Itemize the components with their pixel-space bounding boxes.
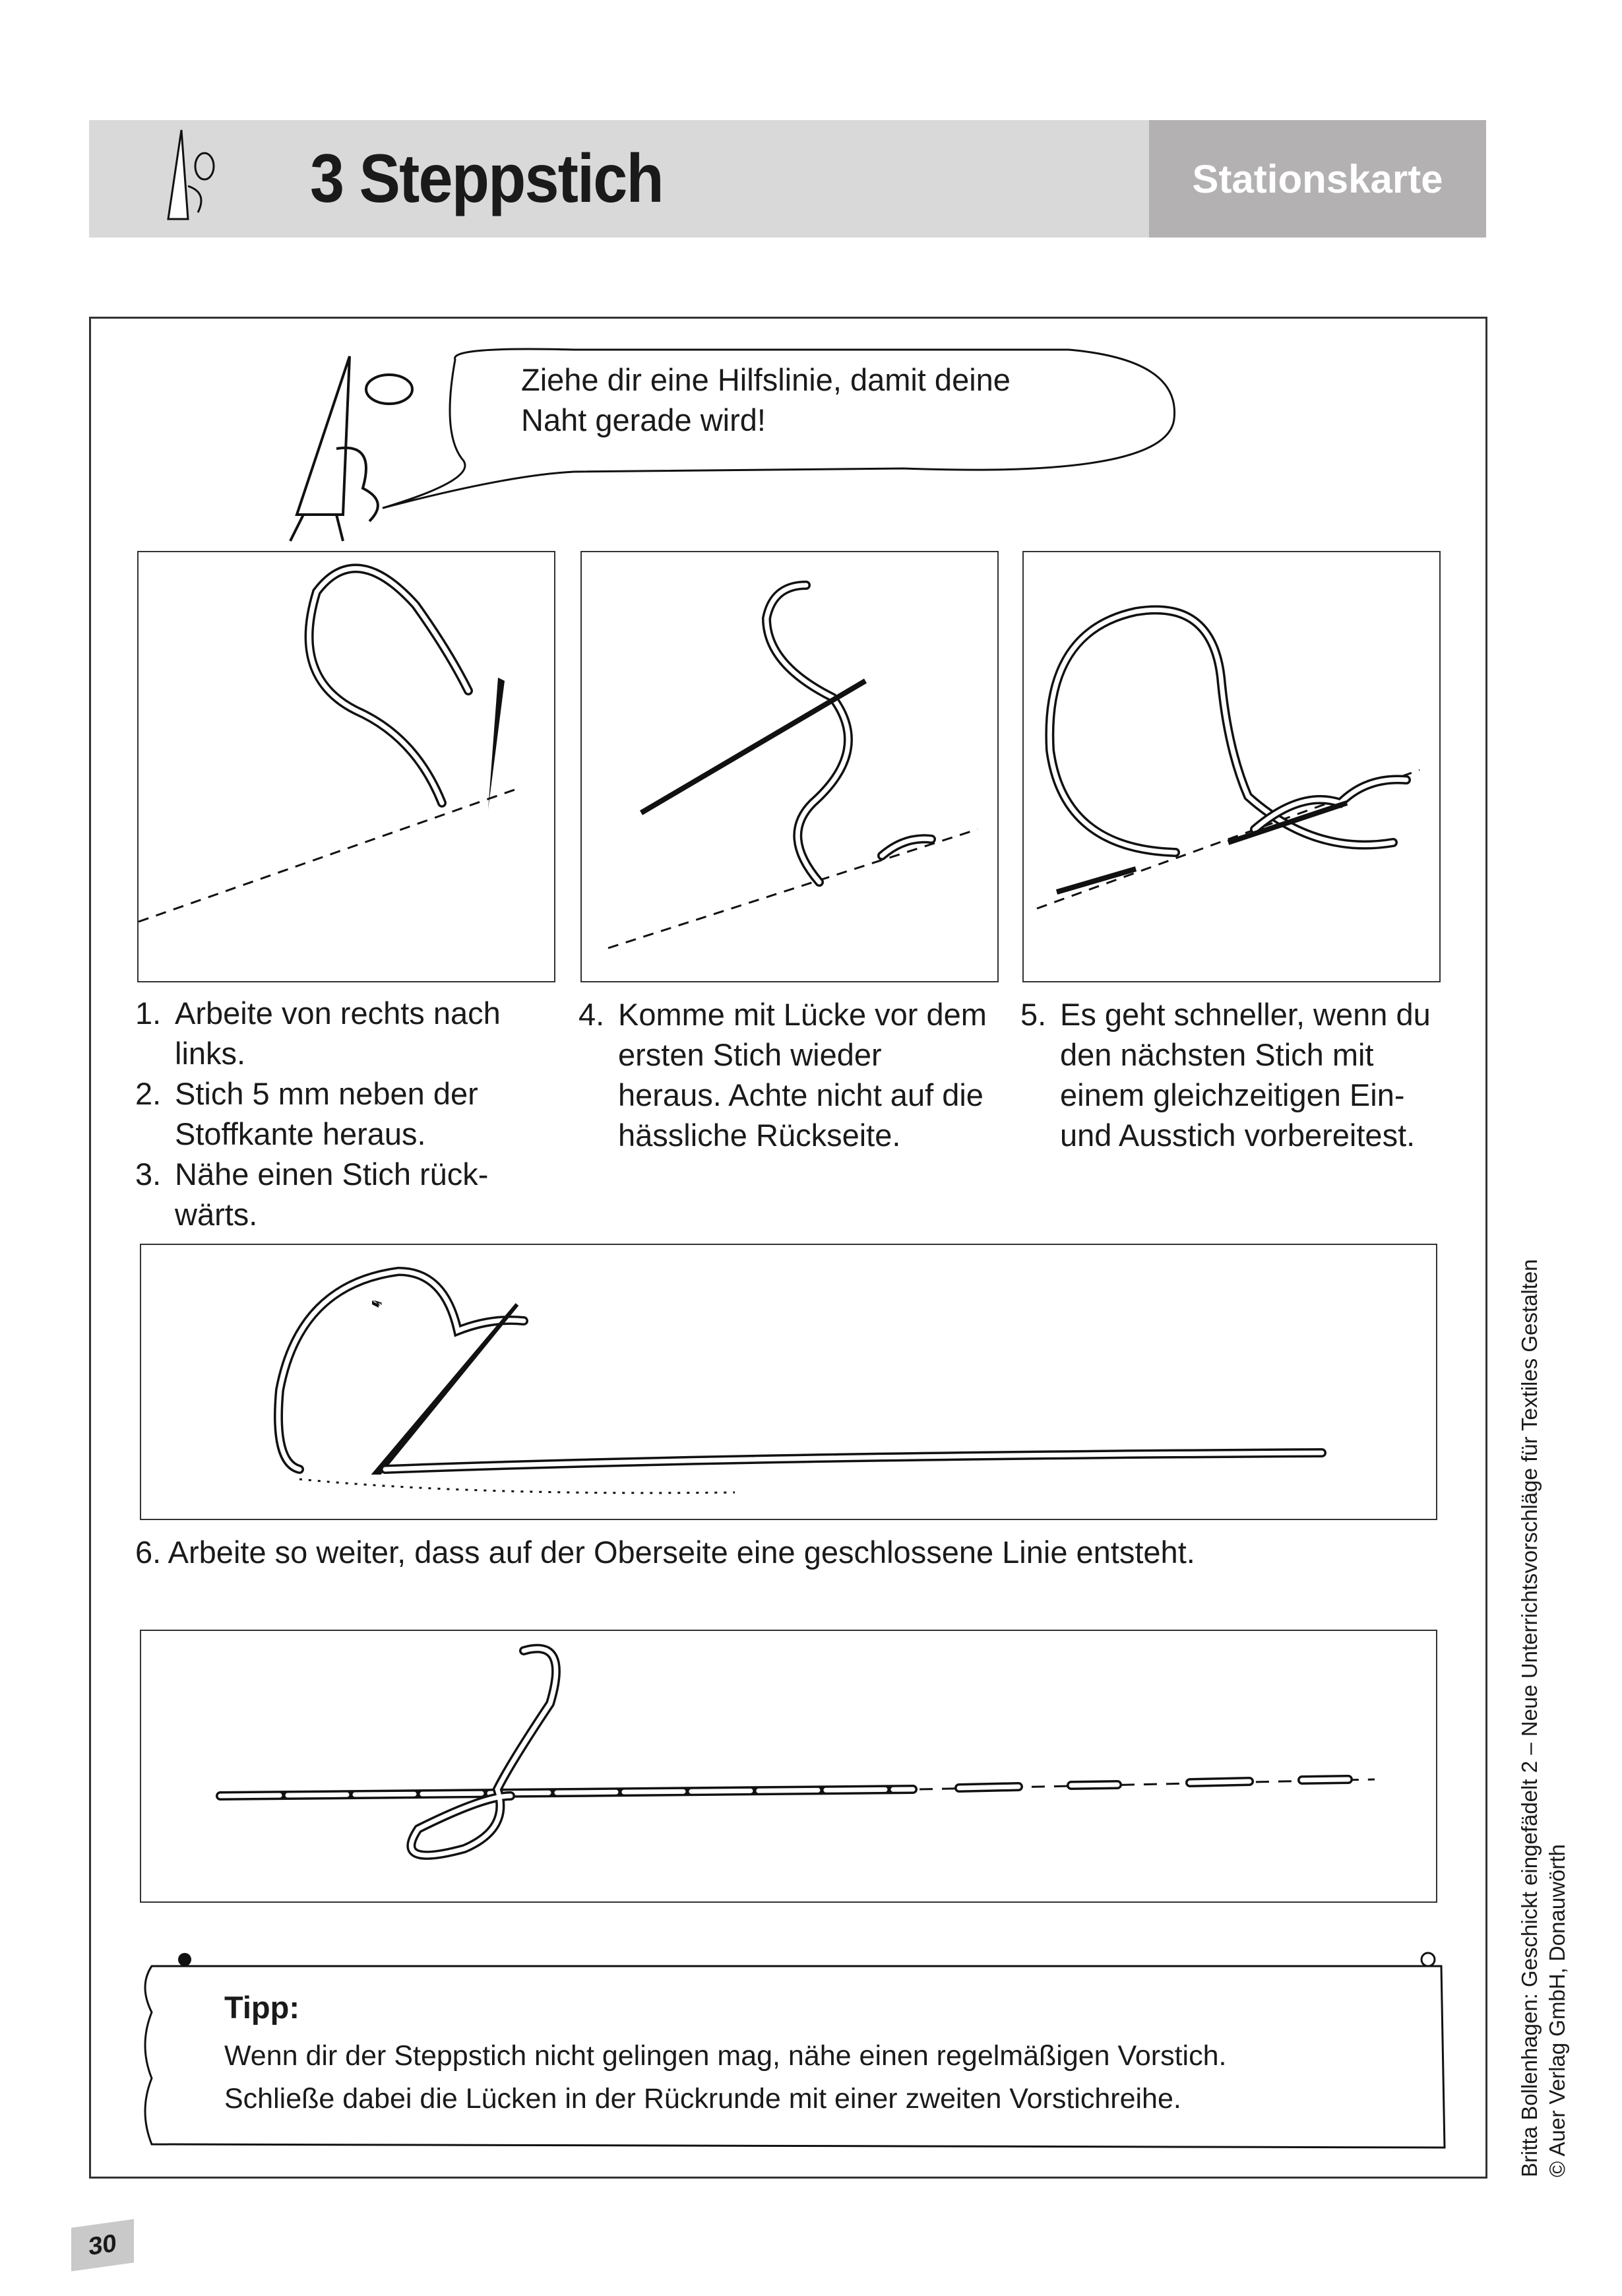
step-item xyxy=(135,993,544,1073)
illustration-step-6 xyxy=(140,1244,1437,1520)
publisher-line: © Auer Verlag GmbH, Donauwörth xyxy=(1545,1844,1569,2177)
step-text: Es geht schneller, wenn du den nächsten Stich mit einem gleichzeitigen Ein- und Ausstich vorbereitest. xyxy=(1060,997,1431,1153)
tipp-text: Schließe dabei die Lücken in der Rückrunde mit einer zweiten Vorstichreihe. xyxy=(224,2083,1181,2115)
illustration-step-1-3 xyxy=(137,551,555,982)
step-number: 4. xyxy=(578,997,605,1032)
needle-mascot-icon xyxy=(142,127,228,232)
page-number: 30 xyxy=(71,2219,134,2271)
step-text: Stich 5 mm neben der Stoffkante heraus. xyxy=(175,1076,478,1151)
steps-column-1 xyxy=(135,993,544,1234)
step-item xyxy=(578,994,987,1155)
step-number: 3. xyxy=(135,1157,162,1192)
source-line: Britta Bollenhagen: Geschickt eingefädelt 2 – Neue Unterrichtsvorschläge für Textiles Gestalten xyxy=(1517,1259,1542,2177)
illustration-step-5 xyxy=(1022,551,1441,982)
step-number: 2. xyxy=(135,1076,162,1111)
step-number: 1. xyxy=(135,996,162,1031)
header-bar xyxy=(89,120,1486,238)
copyright-note xyxy=(1516,1259,1571,2177)
tipp-title: Tipp: xyxy=(224,1990,299,2025)
step-text: Arbeite von rechts nach links. xyxy=(175,996,501,1071)
illustration-step-4 xyxy=(580,551,999,982)
step-item xyxy=(1020,994,1456,1155)
step-text: Nähe einen Stich rück-wärts. xyxy=(175,1157,489,1232)
step-6-text: 6. Arbeite so weiter, dass auf der Oberseite eine geschlossene Linie entsteht. xyxy=(135,1535,1195,1570)
pin-icon xyxy=(1421,1953,1435,1966)
step-text: Komme mit Lücke vor dem ersten Stich wieder heraus. Achte nicht auf die hässliche Rückseite. xyxy=(618,997,987,1153)
steps-column-3 xyxy=(1020,994,1456,1155)
pin-icon xyxy=(178,1953,191,1966)
bubble-line: Naht gerade wird! xyxy=(521,402,766,437)
step-number: 5. xyxy=(1020,997,1047,1032)
step-item xyxy=(135,1154,544,1234)
steps-column-2 xyxy=(578,994,987,1155)
illustration-finished-seam xyxy=(140,1630,1437,1903)
page-title: 3 Steppstich xyxy=(310,141,663,217)
tipp-text: Wenn dir der Steppstich nicht gelingen mag, nähe einen regelmäßigen Vorstich. xyxy=(224,2040,1227,2072)
speech-bubble-text xyxy=(521,360,1011,440)
station-card-label: Stationskarte xyxy=(1149,120,1486,238)
bubble-line: Ziehe dir eine Hilfslinie, damit deine xyxy=(521,362,1011,397)
step-item xyxy=(135,1073,544,1154)
